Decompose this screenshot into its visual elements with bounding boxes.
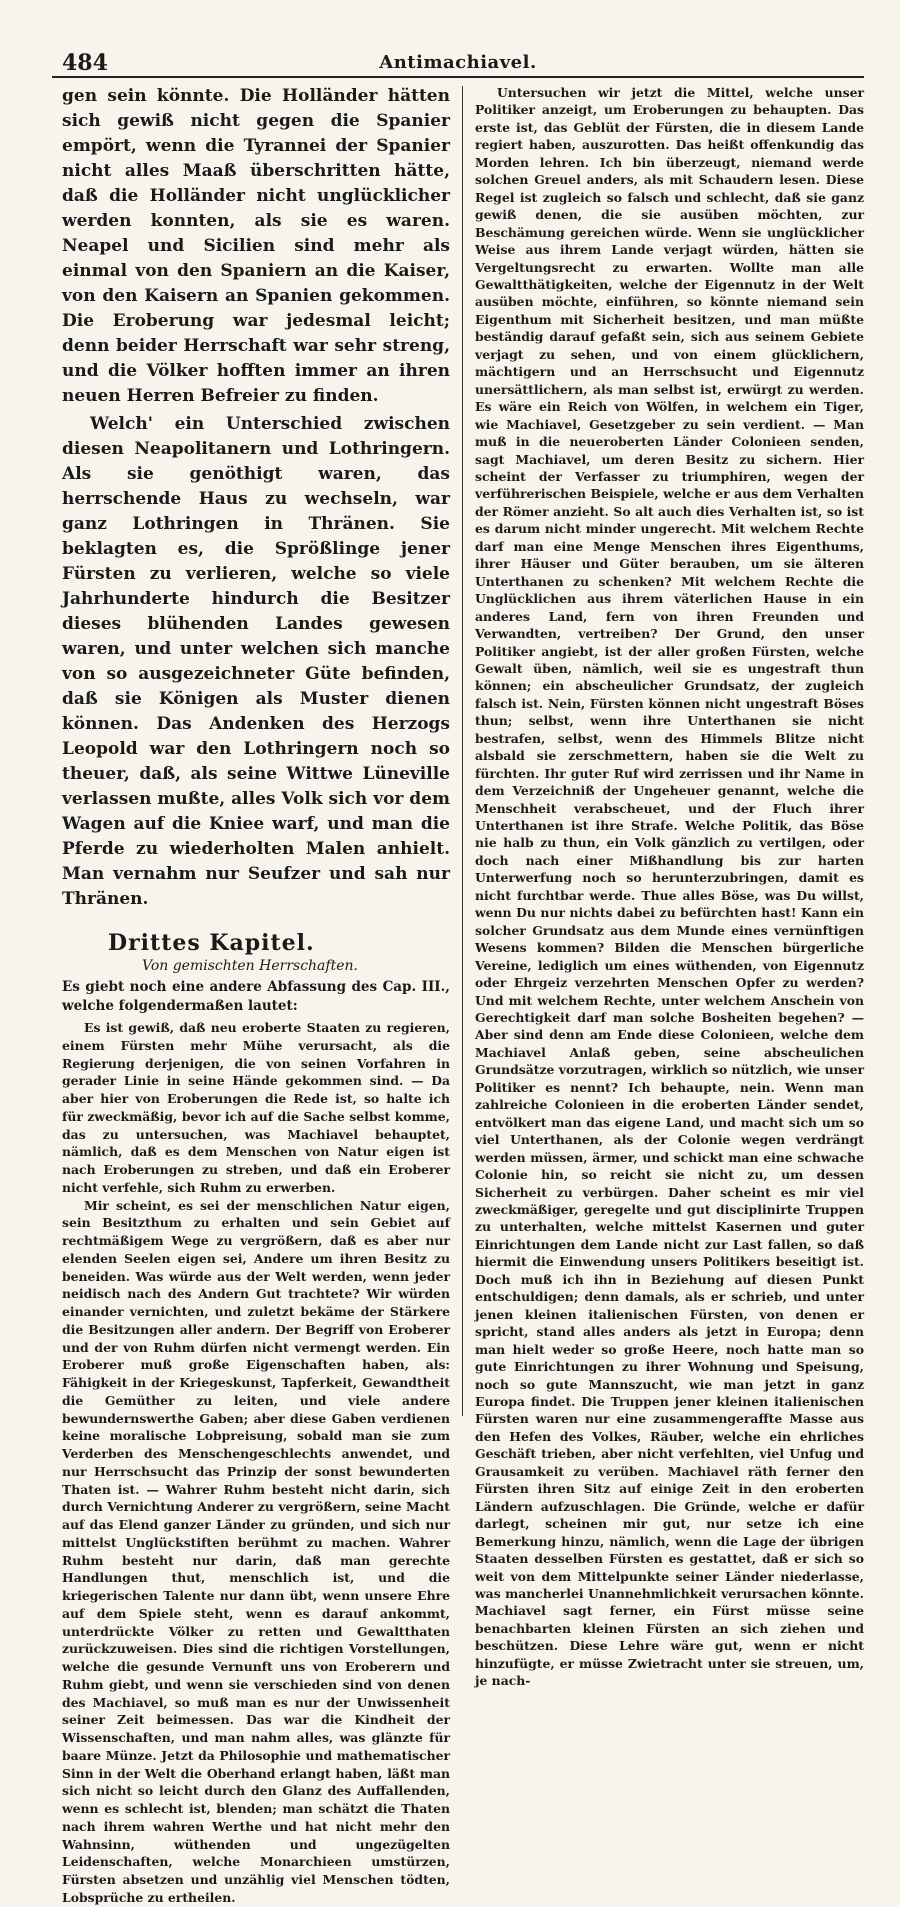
running-title: Antimachiavel. [379, 52, 537, 73]
page-number: 484 [62, 50, 108, 76]
main-text [62, 84, 450, 912]
quoted-text [62, 1019, 450, 1907]
chapter-title: Drittes Kapitel. [108, 930, 315, 956]
page-header [52, 46, 864, 78]
chapter-subtitle: Von gemischten Herrschaften. [142, 958, 358, 974]
chapter-intro: Es giebt noch eine andere Abfassung des Cap. III., welche folgendermaßen lautet: [62, 979, 450, 1014]
left-column [52, 82, 462, 1905]
text-columns [52, 82, 864, 1905]
paragraph: Untersuchen wir jetzt die Mittel, welche unser Politiker anzeigt, um Eroberungen zu behaupten. Das erste ist, das Geblüt der Fürsten, die in diesem Lande regiert haben, auszurotten. Das heißt offenkundig das Morden lehren. Ich bin überzeugt, niemand werde solchen Greuel anders, als mit Schaudern lesen. Diese Regel ist zugleich so falsch und schlecht, daß sie ganz gewiß denen, die sie ausüben möchten, zur Beschämung gereichen würde. Wenn sie unglücklicher Weise aus ihrem Lande verjagt würden, hätten sie Vergeltungsrecht zu erwarten. Wollte man alle Gewaltthätigkeiten, welche der Eigennutz in der Welt ausüben möchte, einführen, so könnte niemand sein Eigenthum mit Sicherheit besitzen, und man müßte beständig darauf gefaßt sein, sich aus seinem Gebiete verjagt zu sehen, und von einem glücklichern, mächtigern und an Herrschsucht und Eigennutz unersättlichern, als man selbst ist, erwürgt zu werden. Es wäre ein Reich von Wölfen, in welchem ein Tiger, wie Machiavel, Gesetzgeber zu sein verdient. — Man muß in die neueroberten Länder Colonieen senden, sagt Machiavel, um deren Besitz zu sichern. Hier scheint der Verfasser zu triumphiren, wegen der verführerischen Beispiele, welche er aus dem Verhalten der Römer anzieht. So alt auch dies Verhalten ist, so ist es darum nicht minder ungerecht. Mit welchem Rechte darf man eine Menge Menschen ihres Eigenthums, ihrer Häuser und Güter berauben, um sie älteren Unterthanen zu schenken? Mit welchem Rechte die Unglücklichen aus ihrem väterlichen Hause in ein anderes Land, fern von ihren Freunden und Verwandten, vertreiben? Der Grund, den unser Politiker angiebt, ist der aller großen Fürsten, welche Gewalt üben, nämlich, weil sie es ungestraft thun können; ein abscheulicher Grundsatz, der zugleich falsch ist. Nein, Fürsten können nicht ungestraft Böses thun; selbst, wenn ihre Unterthanen sie nicht bestrafen, selbst, wenn des Himmels Blitze nicht alsbald sie zerschmettern, haben sie die Welt zu fürchten. Ihr guter Ruf wird zerrissen und ihr Name in dem Verzeichniß der Ungeheuer genannt, welche die Menschheit verabscheuet, und der Fluch ihrer Unterthanen ist ihre Strafe. Welche Politik, das Böse nie halb zu thun, ein Volk gänzlich zu vertilgen, oder doch nach einer Mißhandlung bis zur harten Unterwerfung noch so herunterzubringen, damit es nicht furchtbar werde. Thue alles Böse, was Du willst, wenn Du nur nichts dabei zu befürchten hast! Kann ein solcher Grundsatz aus dem Munde eines vernünftigen Wesens kommen? Bilden die Menschen bürgerliche Vereine, lediglich um eines wüthenden, von Eigennutz oder Ehrgeiz verzehrten Menschen Opfer zu werden? Und mit welchem Rechte, unter welchem Anschein von Gerechtigkeit darf man solche Bosheiten begehen? — Aber sind denn am Ende diese Colonieen, welche dem Machiavel Anlaß geben, seine abscheulichen Grundsätze vorzutragen, wirklich so nützlich, wie unser Politiker es nennt? Ich behaupte, nein. Wenn man zahlreiche Colonieen in die eroberten Länder sendet, entvölkert man das eigene Land, und macht sich um so viel Unterthanen, als der Colonie wegen verdrängt werden müssen, ärmer, und schickt man eine schwache Colonie hin, so reicht sie nicht zu, um dessen Sicherheit zu verbürgen. Daher scheint es mir viel zweckmäßiger, geregelte und gut disciplinirte Truppen zu unterhalten, welche mittelst Kasernen und guter Einrichtungen dem Lande nicht zur Last fallen, so daß hiermit die Einwendung unsers Politikers beseitigt ist. Doch muß ich ihn in Beziehung auf diesen Punkt entschuldigen; denn damals, als er schrieb, und unter jenen kleinen italienischen Fürsten, von denen er spricht, stand alles anders als jetzt in Europa; denn man hielt weder so große Heere, noch hatte man so gute Einrichtungen zu ihrer Wohnung und Speisung, noch so gute Mannszucht, wie man jetzt in ganz Europa findet. Die Truppen jener kleinen italienischen Fürsten waren nur eine zusammengeraffte Masse aus den Hefen des Volkes, Räuber, welche ein ehrliches Geschäft trieben, aber nicht verfehlten, viel Unfug und Grausamkeit zu verüben. Machiavel räth ferner den Fürsten ihren Sitz auf einige Zeit in den eroberten Ländern aufzuschlagen. Die Gründe, welche er dafür darlegt, scheinen mir gut, nur setze ich eine Bemerkung hinzu, nämlich, wenn die Lage der übrigen Staaten desselben Fürsten es gestattet, daß er sich so weit von dem Mittelpunkte seiner Länder niederlasse, was mancherlei Unannehmlichkeit verursachen könnte. Machiavel sagt ferner, ein Fürst müsse seine benachbarten kleinen Fürsten an sich ziehen und beschützen. Diese Lehre wäre gut, wenn er nicht hinzufügte, er müsse Zwietracht unter sie streuen, um, je nach- [475, 85, 864, 1689]
paragraph: Mir scheint, es sei der menschlichen Natur eigen, sein Besitzthum zu erhalten und sein Gebiet auf rechtmäßigem Wege zu vergrößern, daß es aber nur elenden Seelen eigen sei, Andere um ihren Besitz zu beneiden. Was würde aus der Welt werden, wenn jeder neidisch nach des Andern Gut trachtete? Wir würden einander vernichten, und zuletzt bekäme der Stärkere die Besitzungen aller andern. Der Begriff von Eroberer und der von Ruhm dürfen nicht vermengt werden. Ein Eroberer muß große Eigenschaften haben, als: Fähigkeit in der Kriegeskunst, Tapferkeit, Gewandtheit die Gemüther zu leiten, und viele andere bewundernswerthe Gaben; aber diese Gaben verdienen keine moralische Lobpreisung, sobald man sie zum Verderben des Menschengeschlechts anwendet, und nur Herrschsucht das Prinzip der sonst bewunderten Thaten ist. — Wahrer Ruhm besteht nicht darin, sich durch Vernichtung Anderer zu vergrößern, seine Macht auf das Elend ganzer Länder zu gründen, und sich nur mittelst Unglückstiften berühmt zu machen. Wahrer Ruhm besteht nur darin, daß man gerechte Handlungen thut, menschlich ist, und die kriegerischen Talente nur dann übt, wenn unsere Ehre auf dem Spiele steht, wenn es darauf ankommt, unterdrückte Völker zu retten und Gewaltthaten zurückzuweisen. Dies sind die richtigen Vorstellungen, welche die gesunde Vernunft uns von Eroberern und Ruhm giebt, und wenn sie verschieden sind von denen des Machiavel, so muß man es nur der Unwissenheit seiner Zeit beimessen. Das war die Kindheit der Wissenschaften, und man nahm alles, was glänzte für baare Münze. Jetzt da Philosophie und mathematischer Sinn in der Welt die Oberhand erlangt haben, läßt man sich nicht so leicht durch den Glanz des Auffallenden, wenn es schlecht ist, blenden; man schätzt die Thaten nach ihrem wahren Werthe und hat nicht mehr den Wahnsinn, wüthenden und ungezügelten Leidenschaften, welche Monarchieen umstürzen, Fürsten absetzen und unzählig viel Menschen tödten, Lobsprüche zu ertheilen. [62, 1197, 450, 1905]
paragraph: Welch' ein Unterschied zwischen diesen Neapolitanern und Lothringern. Als sie genöthigt waren, das herrschende Haus zu wechseln, war ganz Lothringen in Thränen. Sie beklagten es, die Sprößlinge jener Fürsten zu verlieren, welche so viele Jahrhunderte hindurch die Besitzer dieses blühenden Landes gewesen waren, und unter welchen sich manche von so ausgezeichneter Güte befinden, daß sie Königen als Muster dienen können. Das Andenken des Herzogs Leopold war den Lothringern noch so theuer, daß, als seine Wittwe Lüneville verlassen mußte, alles Volk sich vor dem Wagen auf die Kniee warf, und man die Pferde zu wiederholten Malen anhielt. Man vernahm nur Seufzer und sah nur Thränen. [62, 414, 450, 909]
right-column [463, 82, 864, 1689]
paragraph: gen sein könnte. Die Holländer hätten sich gewiß nicht gegen die Spanier empört, wenn die Tyrannei der Spanier nicht alles Maaß überschritten hätte, daß die Holländer nicht unglücklicher werden konnten, als sie es waren. Neapel und Sicilien sind mehr als einmal von den Spaniern an die Kaiser, von den Kaisern an Spanien gekommen. Die Eroberung war jedesmal leicht; denn beider Herrschaft war sehr streng, und die Völker hofften immer an ihren neuen Herren Befreier zu finden. [62, 86, 450, 406]
paragraph: Es ist gewiß, daß neu eroberte Staaten zu regieren, einem Fürsten mehr Mühe verursacht, als die Regierung derjenigen, die von seinen Vorfahren in gerader Linie in seine Hände gekommen sind. — Da aber hier von Eroberungen die Rede ist, so halte ich für zweckmäßig, bevor ich auf die Sache selbst komme, das zu untersuchen, was Machiavel behauptet, nämlich, daß es dem Menschen von Natur eigen ist nach Eroberungen zu streben, und daß ein Eroberer nicht verfehle, sich Ruhm zu erwerben. [62, 1020, 450, 1195]
quoted-text [475, 84, 864, 1690]
